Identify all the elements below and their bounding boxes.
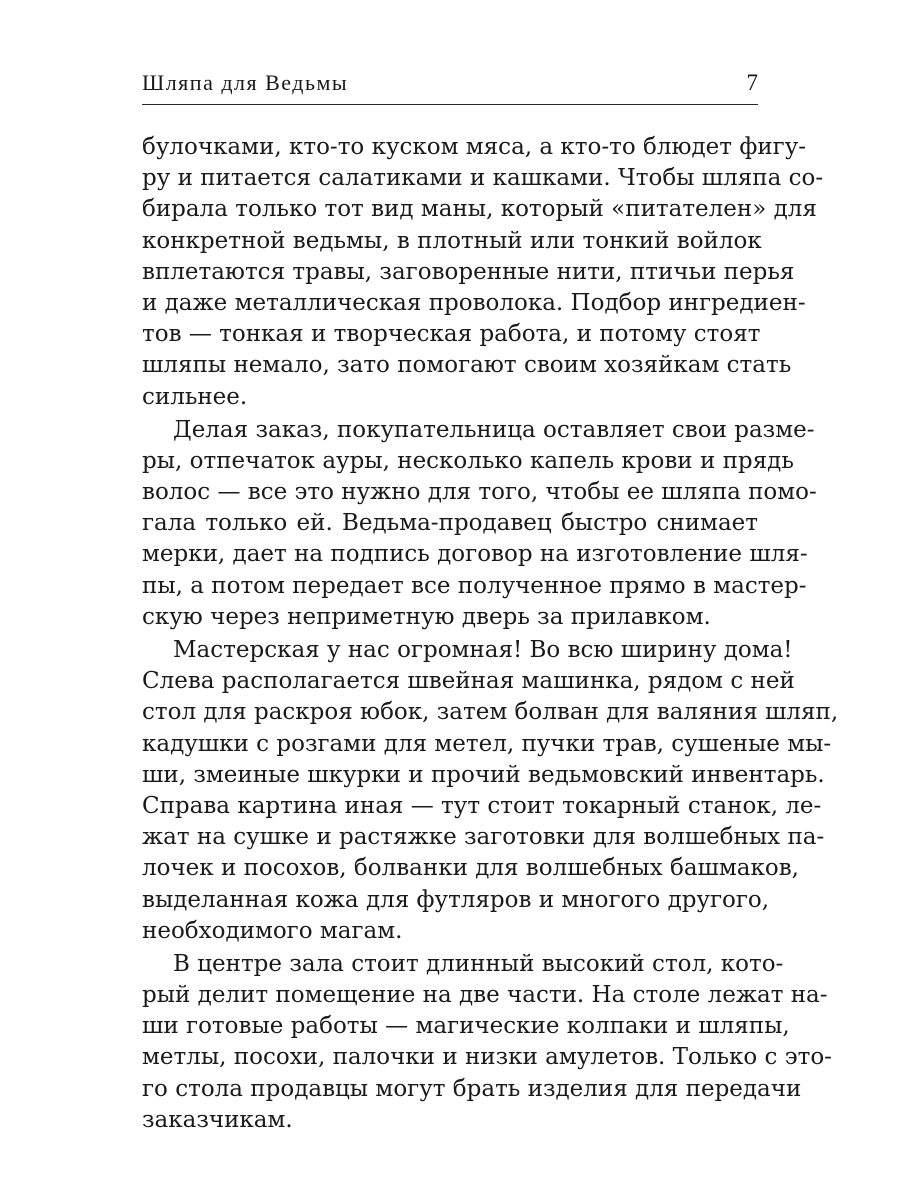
text-line: гала только ей. Ведьма-продавец быстро снимает <box>142 510 758 537</box>
text-line: го стола продавцы могут брать изделия для передачи <box>142 1075 802 1102</box>
paragraph <box>142 635 839 947</box>
text-line: Мастерская у нас огромная! Во всю ширину дома! <box>173 637 793 663</box>
text-line: кадушки с розгами для метел, пучки трав, сушеные мы- <box>142 730 832 757</box>
text-line: стол для раскроя юбок, затем болван для валяния шляп, <box>142 699 839 726</box>
text-line: тов — тонкая и творческая работа, и потому стоят <box>142 321 761 348</box>
text-line: ши, змеиные шкурки и прочий ведьмовский инвентарь. <box>142 761 825 788</box>
text-line: конкретной ведьмы, в плотный или тонкий войлок <box>142 227 762 254</box>
running-header <box>142 64 758 105</box>
text-line: Справа картина иная — тут стоит токарный станок, ле- <box>142 792 822 819</box>
body-text <box>142 132 839 1136</box>
text-line: метлы, посохи, палочки и низки амулетов. Только с это- <box>142 1044 832 1071</box>
text-line: лочек и посохов, болванки для волшебных башмаков, <box>142 855 799 882</box>
text-line: ры, отпечаток ауры, несколько капель крови и прядь <box>142 447 794 474</box>
text-line: и даже металлическая проволока. Подбор ингредиен- <box>142 289 806 316</box>
text-line: пы, а потом передает все полученное прямо в мастер- <box>142 572 807 599</box>
text-line: скую через неприметную дверь за прилавком. <box>142 603 711 630</box>
text-line: жат на сушке и растяжке заготовки для волшебных па- <box>142 824 825 851</box>
text-line: Делая заказ, покупательница оставляет свои разме- <box>173 416 815 443</box>
paragraph <box>142 949 832 1136</box>
text-line: выделанная кожа для футляров и многого другого, <box>142 886 770 913</box>
text-line: заказчикам. <box>142 1106 293 1133</box>
text-line: вплетаются травы, заговоренные нити, птичьи перья <box>142 258 795 285</box>
paragraph <box>142 132 824 413</box>
page-number: 7 <box>746 70 758 95</box>
paragraph <box>142 415 817 633</box>
text-line: Слева располагается швейная машинка, рядом с ней <box>142 668 795 695</box>
text-line: мерки, дает на подпись договор на изготовление шля- <box>142 541 808 568</box>
text-line: ши готовые работы — магические колпаки и шляпы, <box>142 1013 790 1040</box>
text-line: волос — все это нужно для того, чтобы ее шляпа помо- <box>142 479 817 506</box>
text-line: булочками, кто-то куском мяса, а кто-то блюдет фигу- <box>142 134 807 160</box>
text-line: сильнее. <box>142 383 248 410</box>
text-line: бирала только тот вид маны, который «питателен» для <box>142 196 817 223</box>
text-line: шляпы немало, зато помогают своим хозяйкам стать <box>142 352 792 379</box>
text-line: В центре зала стоит длинный высокий стол, кото- <box>173 950 784 977</box>
book-title: Шляпа для Ведьмы <box>142 70 349 95</box>
text-line: необходимого магам. <box>142 917 403 944</box>
text-line: рый делит помещение на две части. На столе лежат на- <box>142 982 828 1009</box>
text-line: ру и питается салатиками и кашками. Чтобы шляпа со- <box>142 165 824 192</box>
